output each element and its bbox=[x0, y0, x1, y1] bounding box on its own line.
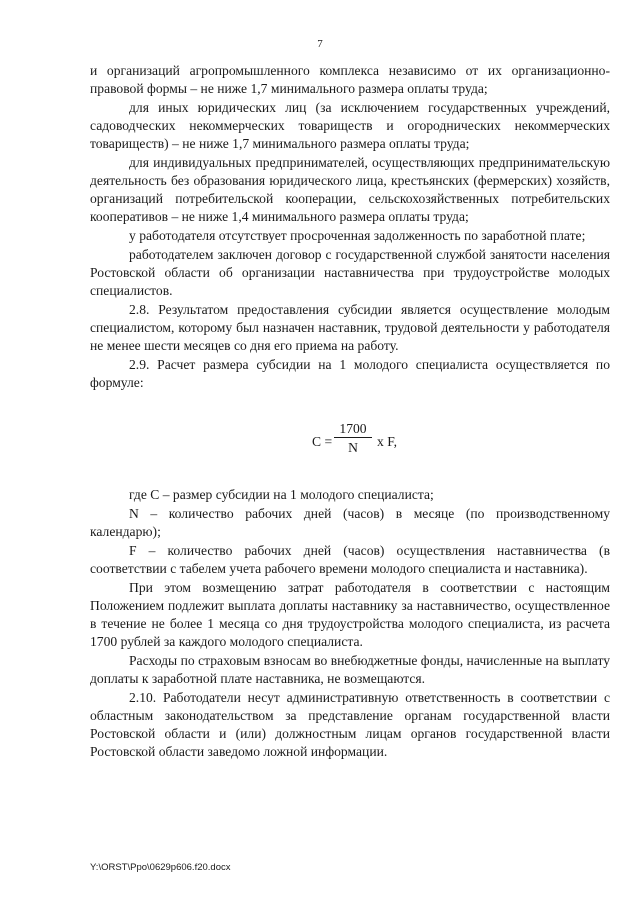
footer-file-path: Y:\ORST\Ppo\0629p606.f20.docx bbox=[90, 862, 231, 873]
paragraph: и организаций агропромышленного комплекса независимо от их организационно-правовой формы – не ниже 1,7 минимального размера оплаты труда; bbox=[90, 63, 610, 96]
formula-fraction bbox=[334, 420, 372, 457]
paragraph: При этом возмещению затрат работодателя в соответствии с настоящим Положением подлежит выплата доплаты наставнику за наставничество, осуществленное в течение не более 1 месяца со дня трудоустройства молодого специалиста, из расчета 1700 рублей за каждого молодого специалиста. bbox=[90, 580, 610, 649]
formula-lhs: C = bbox=[312, 434, 333, 449]
paragraph: F – количество рабочих дней (часов) осуществления наставничества (в соответствии с табелем учета рабочего времени молодого специалиста и наставника). bbox=[90, 543, 610, 576]
paragraph: Расходы по страховым взносам во внебюджетные фонды, начисленные на выплату доплаты к заработной плате наставника, не возмещаются. bbox=[90, 653, 610, 686]
paragraph: где С – размер субсидии на 1 молодого специалиста; bbox=[129, 487, 434, 502]
paragraph: N – количество рабочих дней (часов) в месяце (по производственному календарю); bbox=[90, 506, 610, 539]
paragraph: работодателем заключен договор с государственной службой занятости населения Ростовской области об организации наставничества при трудоустройстве молодых специалистов. bbox=[90, 247, 610, 298]
paragraph: у работодателя отсутствует просроченная задолженность по заработной плате; bbox=[129, 228, 586, 243]
formula-numerator: 1700 bbox=[334, 420, 372, 438]
paragraph-2-10: 2.10. Работодатели несут административную ответственность в соответствии с областным законодательством за представление органам государственной власти Ростовской области и (или) должностным лицам органов государственной власти Ростовской области заведомо ложной информации. bbox=[90, 690, 610, 759]
formula-rhs: x F, bbox=[377, 434, 398, 449]
paragraph: для индивидуальных предпринимателей, осуществляющих предпринимательскую деятельность без образования юридического лица, крестьянских (фермерских) хозяйств, организаций потребительской кооперации, сельскохозяйственных потребительских кооперативов – не ниже 1,4 минимального размера оплаты труда; bbox=[90, 155, 610, 224]
page-number: 7 bbox=[317, 38, 323, 50]
paragraph-2-8: 2.8. Результатом предоставления субсидии является осуществление молодым специалистом, которому был назначен наставник, трудовой деятельности у работодателя не менее шести месяцев со дня его приема на работу. bbox=[90, 302, 610, 353]
formula-denominator: N bbox=[348, 440, 358, 455]
paragraph: для иных юридических лиц (за исключением государственных учреждений, садоводческих некоммерческих товариществ и огороднических некоммерческих товариществ) – не ниже 1,7 минимального размера оплаты труда; bbox=[90, 100, 610, 151]
subsidy-formula bbox=[90, 420, 610, 462]
document-body bbox=[90, 62, 610, 762]
paragraph-2-9: 2.9. Расчет размера субсидии на 1 молодого специалиста осуществляется по формуле: bbox=[90, 357, 610, 390]
